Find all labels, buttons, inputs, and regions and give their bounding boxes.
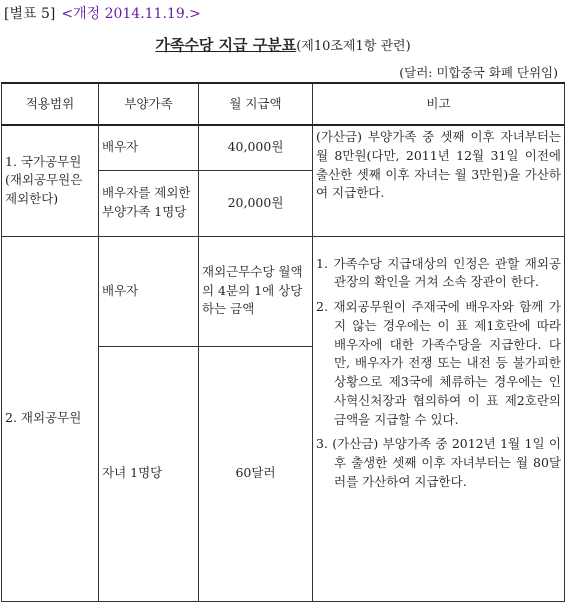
header-scope: 적용범위 — [2, 83, 99, 125]
unit-note: (달러: 미합중국 화폐 단위임) — [399, 65, 558, 80]
remarks-national: (가산금) 부양가족 중 셋째 이후 자녀부터는 월 8만원(다만, 2011년 12월 31일 이전에 출산한 셋째 이후 자녀는 월 3만원)을 가산하여 지급한다. — [313, 125, 565, 236]
dependent-cell: 배우자를 제외한 부양가족 1명당 — [99, 170, 199, 236]
scope-overseas: 2. 재외공무원 — [2, 236, 99, 601]
header-dependent: 부양가족 — [99, 83, 199, 125]
amount-cell: 재외근무수당 월액의 4분의 1에 상당하는 금액 — [199, 236, 313, 346]
header-remarks: 비고 — [313, 83, 565, 125]
amount-cell: 60달러 — [199, 346, 313, 601]
title-main: 가족수당 지급 구분표 — [155, 36, 297, 54]
list-item: 1. 가족수당 지급대상의 인정은 관할 재외공관장의 확인을 거쳐 소속 장관이 한다. — [316, 255, 561, 290]
amount-cell: 20,000원 — [199, 170, 313, 236]
table-row — [2, 125, 565, 170]
dependent-cell: 자녀 1명당 — [99, 346, 199, 601]
table-header-row — [2, 83, 565, 125]
dependent-cell: 배우자 — [99, 236, 199, 346]
list-item: 2. 재외공무원이 주재국에 배우자와 함께 가지 않는 경우에는 이 표 제1호란에 따라 배우자에 대한 가족수당을 지급한다. 다만, 배우자가 전쟁 또는 내전 등 불가피한 상황으로 제3국에 체류하는 경우에는 인사혁신처장과 협의하여 이 표 제2호란의 금액을 지급할 수 있다. — [316, 299, 561, 427]
revision-date: <개정 2014.11.19.> — [61, 6, 201, 22]
title-sub: (제10조제1항 관련) — [296, 39, 411, 54]
remarks-list — [316, 255, 561, 492]
header-amount: 월 지급액 — [199, 83, 313, 125]
table-row — [2, 236, 565, 346]
amount-cell: 40,000원 — [199, 125, 313, 170]
appendix-label: [별표 5] — [4, 6, 56, 22]
list-item: 3. (가산금) 부양가족 중 2012년 1월 1일 이후 출생한 셋째 이후 자녀부터는 월 80달러를 가산하여 지급한다. — [316, 436, 561, 489]
document-title — [0, 34, 566, 55]
remarks-overseas — [313, 236, 565, 601]
scope-national: 1. 국가공무원 (재외공무원은 제외한다) — [2, 125, 99, 236]
appendix-header — [4, 3, 201, 23]
dependent-cell: 배우자 — [99, 125, 199, 170]
allowance-table — [1, 82, 565, 602]
